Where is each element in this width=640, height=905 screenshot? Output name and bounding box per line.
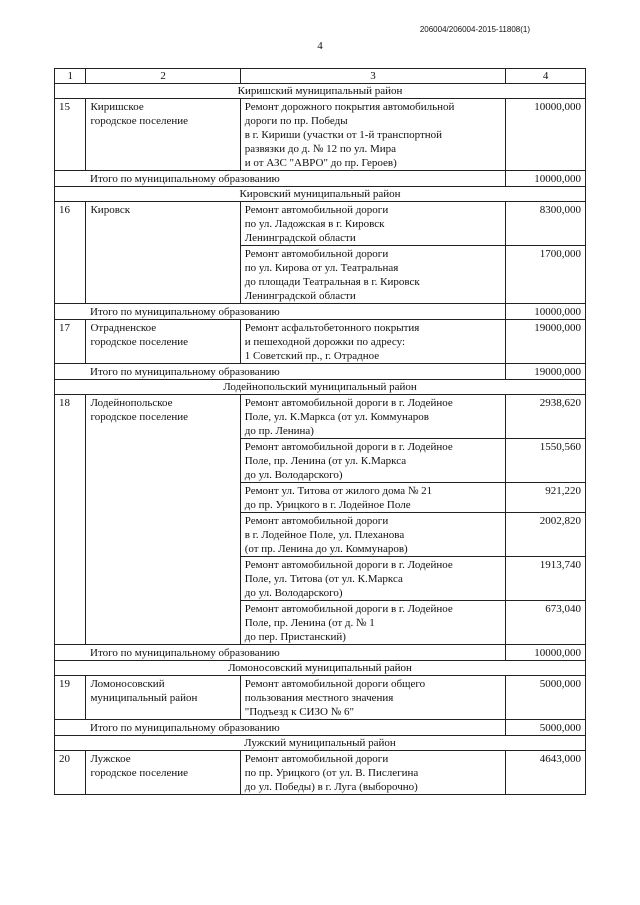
work-description [240,246,506,304]
work-description-line: до пер. Пристанский) [244,631,346,643]
header-col-4: 4 [506,69,586,84]
work-description-line: по ул. Кирова от ул. Театральная [244,262,399,274]
municipality-name-line: Лодейнопольское [90,397,173,409]
municipality-name-line: городское поселение [90,336,189,348]
work-description-line: Ленинградской области [244,232,356,244]
municipality-name-line: Отрадненское [90,322,157,334]
work-description-line: Ремонт автомобильной дороги [244,515,389,527]
work-description-line: до ул. Победы) в г. Луга (выборочно) [244,781,418,793]
work-description-line: Поле, пр. Ленина (от д. № 1 [244,617,375,629]
amount: 2002,820 [506,513,586,557]
municipality-name-line: городское поселение [90,115,189,127]
municipality-name-line: Лужское [90,753,131,765]
work-description-line: развязки до д. № 12 по ул. Мира [244,143,397,155]
municipality-name-line: городское поселение [90,767,189,779]
amount: 10000,000 [506,99,586,171]
municipality-name-line: городское поселение [90,411,189,423]
work-description-line: Ленинградской области [244,290,356,302]
work-description-line: Ремонт автомобильной дороги общего [244,678,426,690]
work-description [240,99,506,171]
row-number: 19 [55,676,86,720]
amount: 5000,000 [506,676,586,720]
municipality-name [86,751,240,795]
row-number: 20 [55,751,86,795]
work-description-line: Ремонт автомобильной дороги [244,204,389,216]
total-row [55,304,586,320]
work-description-line: до площади Театральная в г. Кировск [244,276,420,288]
work-description-line: Поле, пр. Ленина (от ул. К.Маркса [244,455,407,467]
region-title: Киришский муниципальный район [55,84,586,99]
work-description-line: по пр. Урицкого (от ул. В. Пислегина [244,767,419,779]
row-number: 18 [55,395,86,645]
table-row [55,99,586,171]
total-row [55,720,586,736]
total-amount: 10000,000 [506,645,586,661]
work-description-line: Ремонт автомобильной дороги в г. Лодейное [244,559,453,571]
total-row [55,645,586,661]
amount: 673,040 [506,601,586,645]
total-row [55,364,586,380]
total-amount: 5000,000 [506,720,586,736]
total-amount: 10000,000 [506,171,586,187]
total-label: Итого по муниципальному образованию [55,171,506,187]
total-row [55,171,586,187]
region-row [55,736,586,751]
work-description-line: Ремонт дорожного покрытия автомобильной [244,101,455,113]
municipality-name [86,99,240,171]
region-row [55,661,586,676]
table-row [55,676,586,720]
funding-table [54,68,586,795]
region-title: Лужский муниципальный район [55,736,586,751]
total-label: Итого по муниципальному образованию [55,645,506,661]
work-description [240,439,506,483]
work-description-line: по ул. Ладожская в г. Кировск [244,218,385,230]
amount: 921,220 [506,483,586,513]
work-description [240,601,506,645]
total-amount: 19000,000 [506,364,586,380]
municipality-name-line: Ломоносовский [90,678,165,690]
work-description [240,751,506,795]
work-description-line: до ул. Володарского) [244,587,343,599]
work-description [240,513,506,557]
total-label: Итого по муниципальному образованию [55,304,506,320]
work-description-line: дороги по пр. Победы [244,115,348,127]
amount: 1550,560 [506,439,586,483]
work-description-line: 1 Советский пр., г. Отрадное [244,350,380,362]
table-row [55,320,586,364]
total-label: Итого по муниципальному образованию [55,720,506,736]
table-row [55,202,586,246]
amount: 19000,000 [506,320,586,364]
work-description-line: Ремонт ул. Титова от жилого дома № 21 [244,485,433,497]
work-description-line: Поле, ул. К.Маркса (от ул. Коммунаров [244,411,429,423]
work-description-line: "Подъезд к СИЗО № 6" [244,706,354,718]
header-row [55,69,586,84]
header-col-1: 1 [55,69,86,84]
amount: 8300,000 [506,202,586,246]
work-description-line: до ул. Володарского) [244,469,343,481]
total-amount: 10000,000 [506,304,586,320]
work-description-line: в г. Кириши (участки от 1-й транспортной [244,129,443,141]
work-description [240,557,506,601]
work-description-line: Поле, ул. Титова (от ул. К.Маркса [244,573,403,585]
work-description-line: Ремонт автомобильной дороги [244,248,389,260]
work-description [240,676,506,720]
work-description [240,320,506,364]
header-col-3: 3 [240,69,506,84]
table-row [55,751,586,795]
region-row [55,84,586,99]
region-row [55,187,586,202]
region-title: Кировский муниципальный район [55,187,586,202]
work-description-line: Ремонт автомобильной дороги [244,753,389,765]
work-description-line: Ремонт асфальтобетонного покрытия [244,322,420,334]
municipality-name-line: Киришское [90,101,144,113]
total-label: Итого по муниципальному образованию [55,364,506,380]
municipality-name [86,676,240,720]
page-number: 4 [317,40,323,52]
table-row [55,395,586,439]
work-description-line: пользования местного значения [244,692,394,704]
municipality-name-line: муниципальный район [90,692,198,704]
work-description [240,483,506,513]
work-description-line: и от АЗС "АВРО" до пр. Героев) [244,157,397,169]
work-description-line: до пр. Ленина) [244,425,314,437]
work-description [240,395,506,439]
municipality-name-line: Кировск [90,204,131,216]
work-description-line: Ремонт автомобильной дороги в г. Лодейное [244,397,453,409]
work-description-line: (от пр. Ленина до ул. Коммунаров) [244,543,408,555]
row-number: 16 [55,202,86,304]
work-description [240,202,506,246]
row-number: 15 [55,99,86,171]
municipality-name [86,202,240,304]
document-id: 206004/206004-2015-11808(1) [419,25,530,34]
region-title: Ломоносовский муниципальный район [55,661,586,676]
work-description-line: Ремонт автомобильной дороги в г. Лодейное [244,603,453,615]
region-title: Лодейнопольский муниципальный район [55,380,586,395]
amount: 1913,740 [506,557,586,601]
amount: 1700,000 [506,246,586,304]
municipality-name [86,320,240,364]
municipality-name [86,395,240,645]
amount: 2938,620 [506,395,586,439]
header-col-2: 2 [86,69,240,84]
work-description-line: в г. Лодейное Поле, ул. Плеханова [244,529,405,541]
row-number: 17 [55,320,86,364]
amount: 4643,000 [506,751,586,795]
work-description-line: Ремонт автомобильной дороги в г. Лодейное [244,441,453,453]
work-description-line: и пешеходной дорожки по адресу: [244,336,406,348]
region-row [55,380,586,395]
work-description-line: до пр. Урицкого в г. Лодейное Поле [244,499,411,511]
